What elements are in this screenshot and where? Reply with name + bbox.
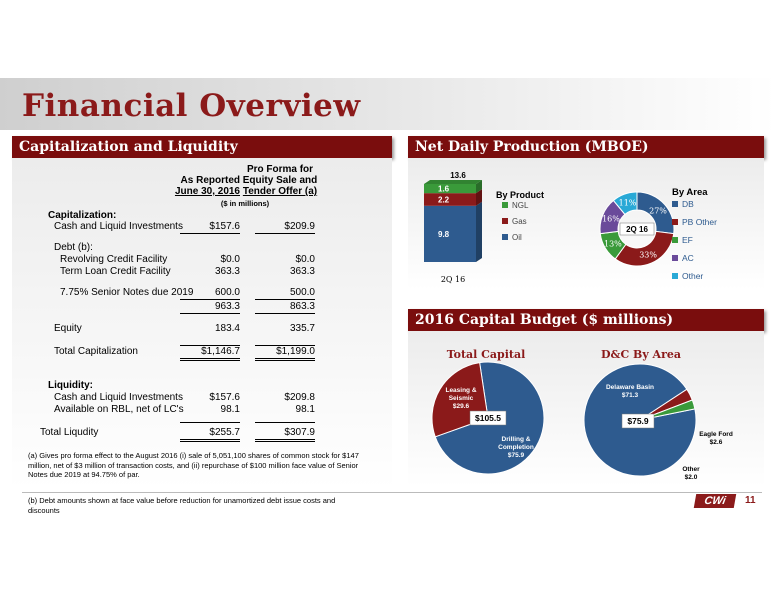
donut-label-other: 11% <box>618 198 637 208</box>
bar-total-label: 13.6 <box>450 171 466 180</box>
rbl-value-reported: 98.1 <box>220 404 240 415</box>
bar-side-oil <box>476 202 482 262</box>
donut-center-label: 2Q 16 <box>626 225 648 234</box>
rule <box>255 358 315 359</box>
donut-legend-swatch-ac <box>672 255 678 261</box>
term-loan-value-proforma: 363.3 <box>289 266 315 277</box>
donut-label-ac: 16% <box>602 214 620 224</box>
donut-legend-label-db: DB <box>682 199 694 209</box>
dc-by-area-chart <box>578 331 764 487</box>
bar-segment-oil <box>424 206 476 262</box>
senior-notes-value-proforma: 500.0 <box>289 287 315 298</box>
rule <box>180 358 240 359</box>
term-loan-label: Term Loan Credit Facility <box>60 266 171 277</box>
col1-header-line2: June 30, 2016 <box>174 186 240 197</box>
units-label: ($ in millions) <box>220 199 270 208</box>
bar-value-oil: 9.8 <box>438 229 450 239</box>
donut-label-ef: 13% <box>604 239 622 249</box>
bar-segment-gas <box>424 193 476 206</box>
by-product-title: By Product <box>496 190 545 200</box>
total-liquidity-reported: $255.7 <box>209 427 240 438</box>
by-area-title: By Area <box>672 187 708 198</box>
rule <box>255 422 315 423</box>
capitalization-header: Capitalization and Liquidity <box>12 136 392 158</box>
total-capitalization-label: Total Capitalization <box>54 346 138 357</box>
donut-legend-label-other: Other <box>682 271 704 281</box>
bar-value-ngl: 1.6 <box>438 184 450 194</box>
eagle-ford-label-line2: $2.6 <box>709 439 723 446</box>
col2-header-line2: Equity Sale and <box>242 175 318 186</box>
col2-header-line1: Pro Forma for <box>246 164 314 175</box>
rule <box>255 441 315 442</box>
bar-value-gas: 2.2 <box>438 195 450 205</box>
rule <box>255 439 315 440</box>
liquidity-cash-reported: $157.6 <box>209 392 240 403</box>
leasing-label-line2: Seismic <box>448 395 474 402</box>
footnote-a: (a) Gives pro forma effect to the August 2016 (i) sale of 5,051,100 shares of common stock for $147 million, net of $3 million of transaction costs, and (ii) repurchase of $100 million face value of Senior Notes due 2019 at 94.75% of par. <box>28 451 359 479</box>
footnote-b: (b) Debt amounts shown at face value before reduction for unamortized debt issue costs and discounts <box>28 496 336 515</box>
donut-legend-label-pb-other: PB Other <box>682 217 717 227</box>
bar-top-face <box>424 180 482 184</box>
donut-legend-swatch-db <box>672 201 678 207</box>
other-label-line1: Other <box>682 466 700 473</box>
liquidity-cash-label: Cash and Liquid Investments <box>54 392 183 403</box>
footer-divider <box>22 492 762 493</box>
liquidity-label: Liquidity: <box>48 380 93 391</box>
delaware-label-line2: $71.3 <box>621 392 639 399</box>
rule <box>255 360 315 361</box>
rule <box>180 299 240 300</box>
debt-total-reported: 963.3 <box>214 301 240 312</box>
legend-swatch-gas <box>502 218 508 224</box>
cash-value-reported: $157.6 <box>209 221 240 232</box>
equity-value-proforma: 335.7 <box>289 323 315 334</box>
other-label-line2: $2.0 <box>684 474 698 481</box>
legend-label-ngl: NGL <box>512 201 529 210</box>
production-header: Net Daily Production (MBOE) <box>408 136 764 158</box>
term-loan-value-reported: 363.3 <box>214 266 240 277</box>
leasing-label-line3: $29.6 <box>452 403 470 410</box>
cash-label: Cash and Liquid Investments <box>54 221 183 232</box>
rule <box>255 313 315 314</box>
dc-center-label: $75.9 <box>627 416 649 426</box>
total-liquidity-label: Total Liqudity <box>40 427 99 438</box>
rule <box>180 439 240 440</box>
revolver-value-proforma: $0.0 <box>295 254 315 265</box>
senior-notes-value-reported: 600.0 <box>214 287 240 298</box>
debt-total-proforma: 863.3 <box>289 301 315 312</box>
total-capital-chart <box>408 331 578 487</box>
eagle-ford-label-line1: Eagle Ford <box>699 431 733 438</box>
drilling-label-line1: Drilling & <box>501 436 531 443</box>
company-logo: CWi <box>694 494 736 508</box>
dc-by-area-title: D&C By Area <box>600 348 682 361</box>
senior-notes-label: 7.75% Senior Notes due 2019 <box>60 287 194 298</box>
total-capital-title: Total Capital <box>446 348 526 361</box>
rule <box>180 360 240 361</box>
page-title: Financial Overview <box>22 88 361 124</box>
rule <box>180 422 240 423</box>
rule <box>255 233 315 234</box>
debt-label: Debt (b): <box>54 242 93 253</box>
drilling-label-line2: Completion <box>498 444 534 451</box>
rule <box>180 233 240 234</box>
donut-slice-pb-other <box>615 231 673 266</box>
donut-label-db: 27% <box>649 206 667 216</box>
donut-label-pb-other: 33% <box>639 250 658 260</box>
donut-legend-swatch-other <box>672 273 678 279</box>
donut-legend-swatch-ef <box>672 237 678 243</box>
drilling-label-line3: $75.9 <box>507 452 525 459</box>
delaware-label-line1: Delaware Basin <box>605 384 655 391</box>
equity-value-reported: 183.4 <box>214 323 240 334</box>
budget-header: 2016 Capital Budget ($ millions) <box>408 309 764 331</box>
donut-legend-label-ef: EF <box>682 235 693 245</box>
page-number: 11 <box>745 495 756 506</box>
col1-header-line1: As Reported <box>180 175 240 186</box>
donut-legend-swatch-pb-other <box>672 219 678 225</box>
legend-swatch-oil <box>502 234 508 240</box>
total-capitalization-proforma: $1,199.0 <box>276 346 315 357</box>
bar-category-label: 2Q 16 <box>440 275 466 284</box>
rbl-value-proforma: 98.1 <box>295 404 315 415</box>
leasing-label-line1: Leasing & <box>445 387 477 394</box>
liquidity-cash-proforma: $209.8 <box>284 392 315 403</box>
revolver-label: Revolving Credit Facility <box>60 254 168 265</box>
total-liquidity-proforma: $307.9 <box>284 427 315 438</box>
col2-header-line3: Tender Offer (a) <box>242 186 318 197</box>
equity-label: Equity <box>54 323 82 334</box>
rule <box>180 441 240 442</box>
rbl-label: Available on RBL, net of LC's <box>54 404 184 415</box>
bar-segment-ngl <box>424 184 476 193</box>
revolver-value-reported: $0.0 <box>220 254 240 265</box>
rule <box>180 313 240 314</box>
legend-label-oil: Oil <box>512 233 522 242</box>
production-by-area-chart <box>568 158 764 290</box>
legend-swatch-ngl <box>502 202 508 208</box>
legend-label-gas: Gas <box>512 217 527 226</box>
total-capitalization-reported: $1,146.7 <box>201 346 240 357</box>
total-capital-center-label: $105.5 <box>475 413 501 423</box>
production-by-product-chart <box>408 158 568 290</box>
capitalization-label: Capitalization: <box>48 210 117 221</box>
rule <box>255 299 315 300</box>
donut-legend-label-ac: AC <box>682 253 694 263</box>
cash-value-proforma: $209.9 <box>284 221 315 232</box>
